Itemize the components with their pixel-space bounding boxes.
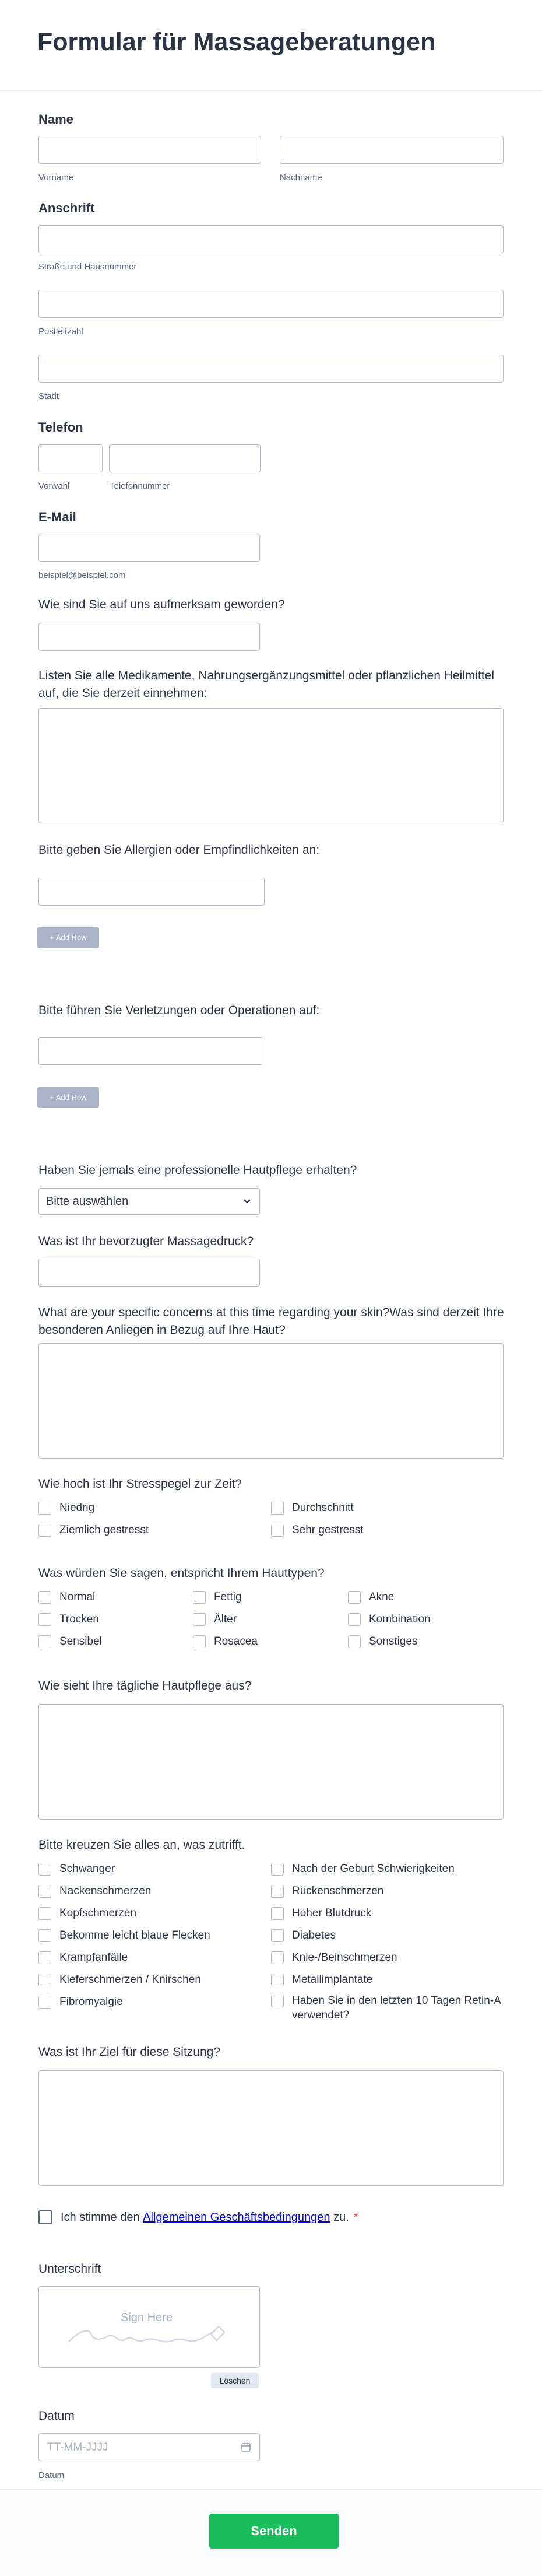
terms-text-before: Ich stimme den — [61, 2210, 143, 2224]
stress-option-average[interactable] — [271, 1502, 354, 1515]
street-input[interactable] — [38, 225, 504, 253]
phone-number-input[interactable] — [109, 444, 261, 472]
option-label: Sehr gestresst — [292, 1524, 364, 1536]
signature-label: Unterschrift — [38, 2262, 101, 2276]
option-label: Haben Sie in den letzten 10 Tagen Retin-A verwendet? — [292, 1995, 501, 2021]
goal-question: Was ist Ihr Ziel für diese Sitzung? — [38, 2045, 221, 2059]
injuries-add-row-button[interactable]: + Add Row — [37, 1087, 99, 1108]
checkbox[interactable] — [38, 1929, 51, 1942]
option-label: Rückenschmerzen — [292, 1885, 384, 1897]
checkbox[interactable] — [271, 1974, 284, 1986]
first-name-sublabel: Vorname — [38, 173, 74, 183]
checkbox[interactable] — [38, 1613, 51, 1626]
option-label: Sonstiges — [369, 1635, 418, 1648]
injuries-input[interactable] — [38, 1037, 263, 1065]
checkbox[interactable] — [271, 1502, 284, 1515]
option-label: Trocken — [59, 1613, 99, 1625]
last-name-sublabel: Nachname — [280, 173, 322, 183]
checkbox[interactable] — [271, 1863, 284, 1876]
skin-option-sensitive[interactable] — [38, 1635, 102, 1648]
routine-question: Wie sieht Ihre tägliche Hautpflege aus? — [38, 1679, 252, 1692]
allergies-input[interactable] — [38, 878, 265, 906]
option-label: Normal — [59, 1591, 96, 1603]
city-input[interactable] — [38, 355, 504, 383]
terms-checkbox-row[interactable] — [38, 2210, 358, 2224]
option-label: Kombination — [369, 1613, 431, 1625]
applies-option-seizures[interactable] — [38, 1951, 128, 1964]
date-placeholder: TT-MM-JJJJ — [47, 2441, 108, 2454]
medications-textarea[interactable] — [38, 708, 504, 823]
checkbox[interactable] — [193, 1613, 206, 1626]
phone-label: Telefon — [38, 420, 83, 434]
option-label: Schwanger — [59, 1863, 115, 1875]
phone-number-sublabel: Telefonnummer — [110, 481, 170, 491]
signature-placeholder: Sign Here — [121, 2311, 173, 2324]
skin-option-other[interactable] — [348, 1635, 417, 1648]
email-sublabel: beispiel@beispiel.com — [38, 570, 126, 580]
option-label: Diabetes — [292, 1929, 336, 1941]
stress-question: Wie hoch ist Ihr Stresspegel zur Zeit? — [38, 1477, 242, 1491]
terms-checkbox[interactable] — [38, 2210, 52, 2224]
option-label: Sensibel — [59, 1635, 102, 1648]
heard-input[interactable] — [38, 623, 260, 651]
injuries-question: Bitte führen Sie Verletzungen oder Operationen auf: — [38, 1004, 320, 1017]
option-label: Kopfschmerzen — [59, 1907, 137, 1919]
area-code-input[interactable] — [38, 444, 103, 472]
checkbox[interactable] — [38, 1907, 51, 1920]
checkbox[interactable] — [348, 1591, 361, 1604]
routine-textarea[interactable] — [38, 1704, 504, 1820]
stress-option-low[interactable] — [38, 1502, 94, 1515]
checkbox[interactable] — [193, 1591, 206, 1604]
address-label: Anschrift — [38, 201, 95, 215]
applies-option-fibromyalgia[interactable] — [38, 1996, 123, 2009]
email-label: E-Mail — [38, 510, 76, 524]
applies-option-headache[interactable] — [38, 1907, 136, 1920]
concerns-question: What are your specific concerns at this time regarding your skin?Was sind derzeit Ihre besonderen Anliegen in Bezug auf Ihre Haut? — [38, 1306, 504, 1337]
applies-option-neck-pain[interactable] — [38, 1885, 151, 1898]
city-sublabel: Stadt — [38, 391, 59, 401]
checkbox[interactable] — [38, 1591, 51, 1604]
applies-option-jaw[interactable] — [38, 1974, 201, 1986]
skin-option-combination[interactable] — [348, 1613, 431, 1626]
checkbox[interactable] — [38, 1885, 51, 1898]
skincare-select[interactable] — [38, 1188, 260, 1215]
form-header — [0, 0, 542, 91]
skin-option-acne[interactable] — [348, 1591, 394, 1604]
signature-pad[interactable] — [38, 2286, 260, 2368]
checkbox[interactable] — [271, 1907, 284, 1920]
checkbox[interactable] — [271, 1929, 284, 1942]
last-name-input[interactable] — [280, 136, 504, 164]
applies-question: Bitte kreuzen Sie alles an, was zutrifft. — [38, 1838, 245, 1852]
option-label: Hoher Blutdruck — [292, 1907, 372, 1919]
applies-option-knee-leg[interactable] — [271, 1951, 397, 1964]
date-label: Datum — [38, 2409, 75, 2423]
zip-input[interactable] — [38, 290, 504, 318]
chevron-down-icon — [242, 1196, 252, 1206]
option-label: Nackenschmerzen — [59, 1885, 152, 1897]
applies-option-pregnant[interactable] — [38, 1863, 115, 1876]
allergies-question: Bitte geben Sie Allergien oder Empfindlichkeiten an: — [38, 843, 320, 857]
checkbox[interactable] — [271, 1951, 284, 1964]
concerns-textarea[interactable] — [38, 1343, 504, 1459]
checkbox[interactable] — [38, 1502, 51, 1515]
medications-question: Listen Sie alle Medikamente, Nahrungsergänzungsmittel oder pflanzlichen Heilmittel auf, die Sie derzeit einnehmen: — [38, 669, 495, 700]
heard-question: Wie sind Sie auf uns aufmerksam geworden? — [38, 598, 285, 611]
submit-button[interactable]: Senden — [209, 2514, 339, 2549]
option-label: Knie-/Beinschmerzen — [292, 1951, 397, 1964]
form-title: Formular für Massageberatungen — [37, 28, 436, 56]
zip-sublabel: Postleitzahl — [38, 327, 83, 337]
date-input[interactable] — [38, 2433, 260, 2461]
checkbox[interactable] — [38, 1974, 51, 1986]
signature-scribble-icon — [62, 2310, 231, 2351]
checkbox[interactable] — [38, 1524, 51, 1537]
skin-option-oily[interactable] — [193, 1591, 242, 1604]
pressure-question: Was ist Ihr bevorzugter Massagedruck? — [38, 1235, 254, 1248]
first-name-input[interactable] — [38, 136, 261, 164]
email-input[interactable] — [38, 534, 260, 562]
checkbox[interactable] — [38, 1996, 51, 2009]
skin-option-rosacea[interactable] — [193, 1635, 258, 1648]
applies-option-blood-pressure[interactable] — [271, 1907, 371, 1920]
checkbox[interactable] — [38, 1951, 51, 1964]
checkbox[interactable] — [38, 1635, 51, 1648]
checkbox[interactable] — [271, 1885, 284, 1898]
option-label: Nach der Geburt Schwierigkeiten — [292, 1863, 455, 1875]
option-label: Kieferschmerzen / Knirschen — [59, 1974, 201, 1986]
option-label: Krampfanfälle — [59, 1951, 128, 1964]
skincare-select-value: Bitte auswählen — [46, 1195, 129, 1208]
skintype-question: Was würden Sie sagen, entspricht Ihrem Hauttypen? — [38, 1566, 325, 1580]
name-label: Name — [38, 112, 73, 127]
calendar-icon[interactable] — [241, 2442, 251, 2452]
skin-option-dry[interactable] — [38, 1613, 99, 1626]
checkbox[interactable] — [348, 1613, 361, 1626]
signature-clear-button[interactable]: Löschen — [211, 2373, 259, 2388]
skincare-question: Haben Sie jemals eine professionelle Hautpflege erhalten? — [38, 1163, 357, 1177]
date-sublabel: Datum — [38, 2470, 65, 2480]
pressure-input[interactable] — [38, 1259, 260, 1287]
terms-text-after: zu. — [330, 2210, 349, 2224]
option-label: Älter — [214, 1613, 237, 1625]
option-label: Akne — [369, 1591, 395, 1603]
skin-option-normal[interactable] — [38, 1591, 95, 1604]
skin-option-older[interactable] — [193, 1613, 237, 1626]
required-asterisk: * — [353, 2210, 358, 2224]
checkbox[interactable] — [271, 1995, 284, 2007]
option-label: Bekomme leicht blaue Flecken — [59, 1929, 210, 1941]
goal-textarea[interactable] — [38, 2070, 504, 2186]
checkbox[interactable] — [348, 1635, 361, 1648]
option-label: Fibromyalgie — [59, 1996, 123, 2008]
terms-link[interactable]: Allgemeinen Geschäftsbedingungen — [143, 2210, 330, 2224]
applies-option-back-pain[interactable] — [271, 1885, 383, 1898]
checkbox[interactable] — [271, 1524, 284, 1537]
stress-option-quite[interactable] — [38, 1524, 149, 1537]
applies-option-retin-a[interactable] — [271, 1993, 504, 2023]
applies-option-postpartum[interactable] — [271, 1863, 455, 1876]
stress-option-very[interactable] — [271, 1524, 364, 1537]
option-label: Rosacea — [214, 1635, 258, 1648]
applies-option-diabetes[interactable] — [271, 1929, 336, 1942]
option-label: Niedrig — [59, 1502, 95, 1514]
area-code-sublabel: Vorwahl — [38, 481, 70, 491]
street-sublabel: Straße und Hausnummer — [38, 262, 137, 272]
option-label: Metallimplantate — [292, 1974, 373, 1986]
option-label: Durchschnitt — [292, 1502, 354, 1514]
applies-option-bruising[interactable] — [38, 1929, 210, 1942]
option-label: Ziemlich gestresst — [59, 1524, 149, 1536]
checkbox[interactable] — [38, 1863, 51, 1876]
allergies-add-row-button[interactable]: + Add Row — [37, 927, 99, 948]
checkbox[interactable] — [193, 1635, 206, 1648]
applies-option-implants[interactable] — [271, 1974, 372, 1986]
option-label: Fettig — [214, 1591, 242, 1603]
